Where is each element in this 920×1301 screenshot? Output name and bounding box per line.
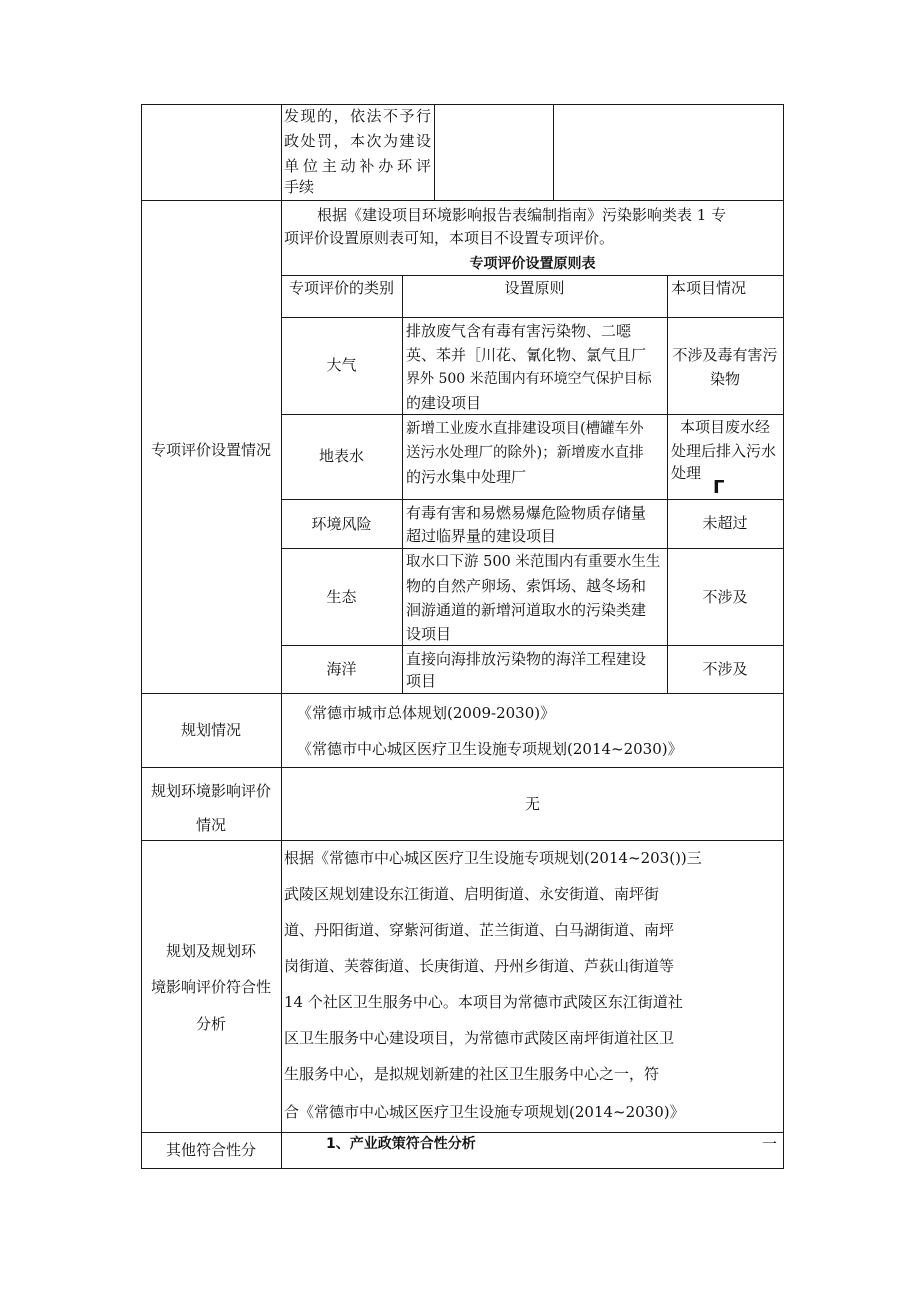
header-principle: 设置原则 (504, 279, 565, 297)
row-category: 大气 (326, 356, 357, 374)
planning-env-label-line1: 规划环境影响评价 (150, 782, 271, 800)
text-line: 政处罚，本次为建设 (284, 132, 431, 150)
inner-col-divider-2 (667, 275, 668, 693)
conformity-line: 区卫生服务中心建设项目，为常德市武陵区南坪街道社区卫 (284, 1029, 675, 1047)
top-row-divider-1 (434, 104, 435, 200)
row-sep-2 (141, 693, 784, 694)
planning-line2: 《常德市中心城区医疗卫生设施专项规划(2014~2030)》 (297, 740, 683, 758)
other-item: 1、产业政策符合性分析 (326, 1136, 476, 1152)
inner-col-divider-1 (402, 275, 403, 693)
inner-row-sep-4 (281, 548, 784, 549)
row-sep-1 (141, 200, 784, 201)
corner-mark: Γ (713, 477, 725, 498)
principle-line: 直接向海排放污染物的海洋工程建设 (406, 650, 647, 668)
conformity-line: 岗街道、芙蓉街道、长庚街道、丹州乡街道、芦荻山街道等 (284, 957, 675, 975)
status-line: 本项目废水经 (679, 418, 770, 436)
row-category: 生态 (326, 588, 357, 606)
planning-label: 规划情况 (180, 721, 241, 739)
status-line: 染物 (709, 370, 740, 388)
conformity-line: 14 个社区卫生服务中心。本项目为常德市武陵区东江街道社 (284, 993, 683, 1011)
principle-line: 排放废气含有毒有害污染物、二噁 (406, 322, 632, 340)
special-eval-intro-line1: 根据《建设项目环境影响报告表编制指南》污染影响类表 1 专 (317, 206, 727, 224)
border-top (141, 104, 784, 105)
principle-line: 物的自然产卵场、索饵场、越冬场和 (406, 577, 647, 595)
table-title: 专项评价设置原则表 (469, 256, 596, 272)
principle-line: 取水口下游 500 米范围内有重要水生生 (406, 554, 661, 570)
status-line: 处理后排入污水 (671, 442, 777, 460)
inner-row-sep-3 (281, 499, 784, 500)
other-trail: 一 (762, 1135, 778, 1153)
row-category: 环境风险 (311, 515, 372, 533)
inner-row-sep-5 (281, 645, 784, 646)
inner-table-top (281, 275, 784, 276)
principle-line: 的污水集中处理厂 (406, 468, 527, 486)
conformity-label-line2: 境影响评价符合性 (150, 978, 271, 996)
status-line: 不涉及 (702, 588, 748, 606)
header-status: 本项目情况 (671, 279, 747, 297)
conformity-line: 根据《常德市中心城区医疗卫生设施专项规划(2014~203())三 (284, 849, 702, 867)
planning-env-value: 无 (524, 795, 540, 813)
row-category: 地表水 (318, 447, 364, 465)
border-left (141, 104, 142, 1169)
conformity-line: 武陵区规划建设东江街道、启明街道、永安街道、南坪街 (284, 885, 660, 903)
top-row-divider-2 (553, 104, 554, 200)
row-sep-4 (141, 840, 784, 841)
principle-line: 洄游通道的新增河道取水的污染类建 (406, 601, 647, 619)
principle-line: 有毒有害和易燃易爆危险物质存储量 (406, 504, 647, 522)
planning-env-label-line2: 情况 (195, 816, 226, 834)
header-category: 专项评价的类别 (288, 279, 394, 297)
row-sep-3 (141, 767, 784, 768)
status-line: 未超过 (702, 514, 748, 532)
row-category: 海洋 (326, 660, 357, 678)
status-line: 不涉及 (702, 660, 748, 678)
status-line: 处理 (671, 464, 702, 482)
principle-line: 超过临界量的建设项目 (406, 527, 557, 545)
status-line: 不涉及毒有害污 (672, 346, 778, 364)
principle-line: 送污水处理厂的除外)；新增废水直排 (406, 445, 644, 461)
text-line: 发现的，依法不予行 (284, 107, 431, 125)
inner-row-sep-1 (281, 317, 784, 318)
conformity-label-line3: 分析 (195, 1015, 226, 1033)
text-line: 单位主动补办环评 (284, 157, 431, 175)
principle-line: 设项目 (406, 625, 452, 643)
principle-line: 界外 500 米范围内有环境空气保护目标 (406, 371, 652, 387)
conformity-line: 生服务中心，是拟规划新建的社区卫生服务中心之一，符 (284, 1065, 660, 1083)
principle-line: 英、苯并［川花、氰化物、氯气且厂 (406, 346, 647, 364)
conformity-line: 道、丹阳街道、穿紫河街道、芷兰街道、白马湖街道、南坪 (284, 921, 675, 939)
principle-line: 项目 (406, 672, 437, 690)
planning-line1: 《常德市城市总体规划(2009-2030)》 (297, 704, 556, 722)
inner-row-sep-2 (281, 414, 784, 415)
special-eval-intro-line2: 项评价设置原则表可知，本项目不设置专项评价。 (284, 229, 615, 247)
other-label: 其他符合性分 (165, 1141, 256, 1159)
text-line: 手续 (284, 178, 315, 196)
conformity-line: 合《常德市中心城区医疗卫生设施专项规划(2014~2030)》 (284, 1103, 685, 1121)
principle-line: 新增工业废水直排建设项目(槽罐车外 (406, 421, 644, 437)
conformity-label-line1: 规划及规划环 (165, 942, 256, 960)
principle-line: 的建设项目 (406, 394, 482, 412)
border-bottom (141, 1168, 784, 1169)
special-eval-label: 专项评价设置情况 (150, 441, 271, 459)
